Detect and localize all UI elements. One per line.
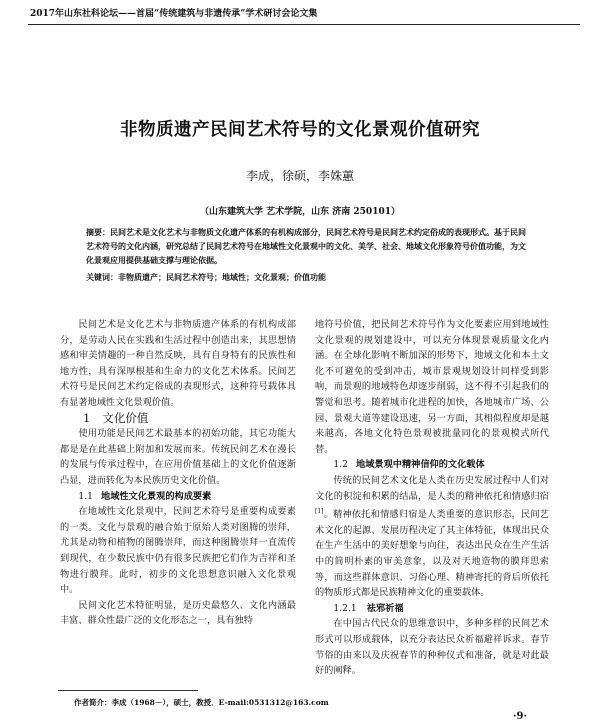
subsection-1-1-heading — [60, 489, 296, 505]
author-footnote: 作者简介：李成（1968－），硕士，教授．E-mail:0531312@163.com — [74, 698, 329, 707]
subsection-1-2-1-number: 1.2.1 — [333, 602, 357, 614]
subsection-1-1-paragraph-2: 民间文化艺术特征明显，是历史最悠久、文化内涵最丰富、群众性最广泛的文化形态之一，具有独特 — [60, 599, 296, 627]
subsection-1-2-1-paragraph: 在中国古代民众的思维意识中，多种多样的民间艺术形式可以形成载体，以充分表达民众祈福避祥诉求。春节节俗的由来以及庆祝春节的种种仪式和准备，就是对此最好的阐释。 — [315, 618, 549, 677]
page-number: ·9· — [513, 711, 527, 722]
authors: 李成，徐硕，李姝蕙 — [245, 169, 354, 183]
subsection-1-2-1-heading — [315, 601, 549, 617]
keywords-text: 非物质遗产；民间艺术符号；地域性；文化景观；价值功能 — [118, 272, 326, 282]
subsection-1-1-title: 地域性文化景观的构成要素 — [101, 490, 212, 502]
footnote-rule — [58, 690, 198, 691]
continued-paragraph: 地符号价值，把民间艺术符号作为文化要素应用到地域性文化景观的规划建设中，可以充分体现景观质量文化内涵。在全球化影响不断加深的形势下，地域文化和本土文化不可避免的受到冲击，城市景观规划设计同样受到影响，而景观的地域特色却逐步削弱，这不得不引起我们的警觉和思考。随着城市化进程的加快，各地城市广场、公园、景观大道等建设迅速，另一方面，其相似程度却是越来越高，各地文化特色景观被批量同化的景观模式所代替。 — [315, 319, 549, 455]
right-column — [315, 317, 549, 679]
abstract — [86, 225, 528, 267]
subsection-1-1-number: 1.1 — [78, 490, 94, 502]
subsection-1-2-title: 地域景观中精神信仰的文化载体 — [356, 459, 485, 471]
subsection-1-2-text-a: 传统的民间艺术文化是人类在历史发展过程中人们对文化的积淀和积累的结晶，是人类的精神依托和情感归宿 — [315, 474, 549, 502]
paper-title: 非物质遗产民间艺术符号的文化景观价值研究 — [120, 120, 480, 140]
section-1-paragraph: 使用功能是民间艺术最基本的初始功能，其它功能大都是是在此基础上附加和发展而来。传统民间艺术在漫长的发展与传承过程中，在应用价值基础上的文化价值逐渐凸显，进而转化为本民族历史文化价值。 — [60, 428, 296, 486]
subsection-1-2-1-title: 祛邪祈福 — [366, 602, 404, 614]
abstract-label: 摘要： — [86, 227, 110, 237]
affiliation: （山东建筑大学 艺术学院，山东 济南 250101） — [200, 207, 400, 217]
subsection-1-2-text-b: 。精神依托和情感归宿是人类重要的意识形态，民间艺术文化的起源、发展历程决定了其主体特征，体现出民众在生产生活中的美好想象与向往，表达出民众在生产生活中的简明朴素的审美意象，以及对天地造物的膜拜思索等，而这些群体意识、习俗心理、精神寄托的背后所依托的物质形式都是民族精神文化的重要载体。 — [315, 509, 549, 599]
subsection-1-1-paragraph-1: 在地域性文化景观中，民间艺术符号是重要构成要素的一类。文化与景观的融合始于原始人类对图腾的崇拜，尤其是动物和植物的图腾崇拜，而这种图腾崇拜一直流传到现代，在少数民族中仍有很多民族把它们作为吉祥和圣物进行膜拜。此时，初步的文化思想意识融入文化景观中。 — [60, 506, 296, 596]
running-header: 2017年山东社科论坛——首届“传统建筑与非遗传承”学术研讨会论文集 — [30, 9, 318, 19]
citation-1: [1] — [315, 508, 324, 516]
left-column — [60, 317, 296, 629]
subsection-1-2-heading — [315, 457, 549, 473]
keywords-label: 关键词： — [86, 272, 118, 282]
section-1-number: 1 — [83, 410, 91, 425]
header-rule — [28, 24, 580, 25]
section-1-title: 文化价值 — [102, 410, 149, 425]
abstract-text: 民间艺术是文化艺术与非物质文化遗产体系的有机构成部分，民间艺术符号是民间艺术约定俗成的表现形式。基于民间艺术符号的文化内涵，研究总结了民间艺术符号在地域性文化景观中的文化、美学、社会、地域文化形象符号价值功能，为文化景观应用提供基础支撑与理论依据。 — [86, 227, 526, 265]
subsection-1-2-paragraph — [315, 473, 549, 601]
subsection-1-2-number: 1.2 — [333, 459, 349, 471]
keywords — [86, 272, 528, 283]
intro-paragraph: 民间艺术是文化艺术与非物质遗产体系的有机构成部分，是劳动人民在实践和生活过程中创造出来，其思想情感和审美情趣的一种自然反映，具有自身特有的民族性和地方性，具有深厚根基和生命力的文化艺术体系。民间艺术符号是民间艺术约定俗成的表现形式，这种符号载体具有显著地域性文化景观价值。 — [60, 319, 296, 408]
section-1-heading — [60, 411, 296, 427]
